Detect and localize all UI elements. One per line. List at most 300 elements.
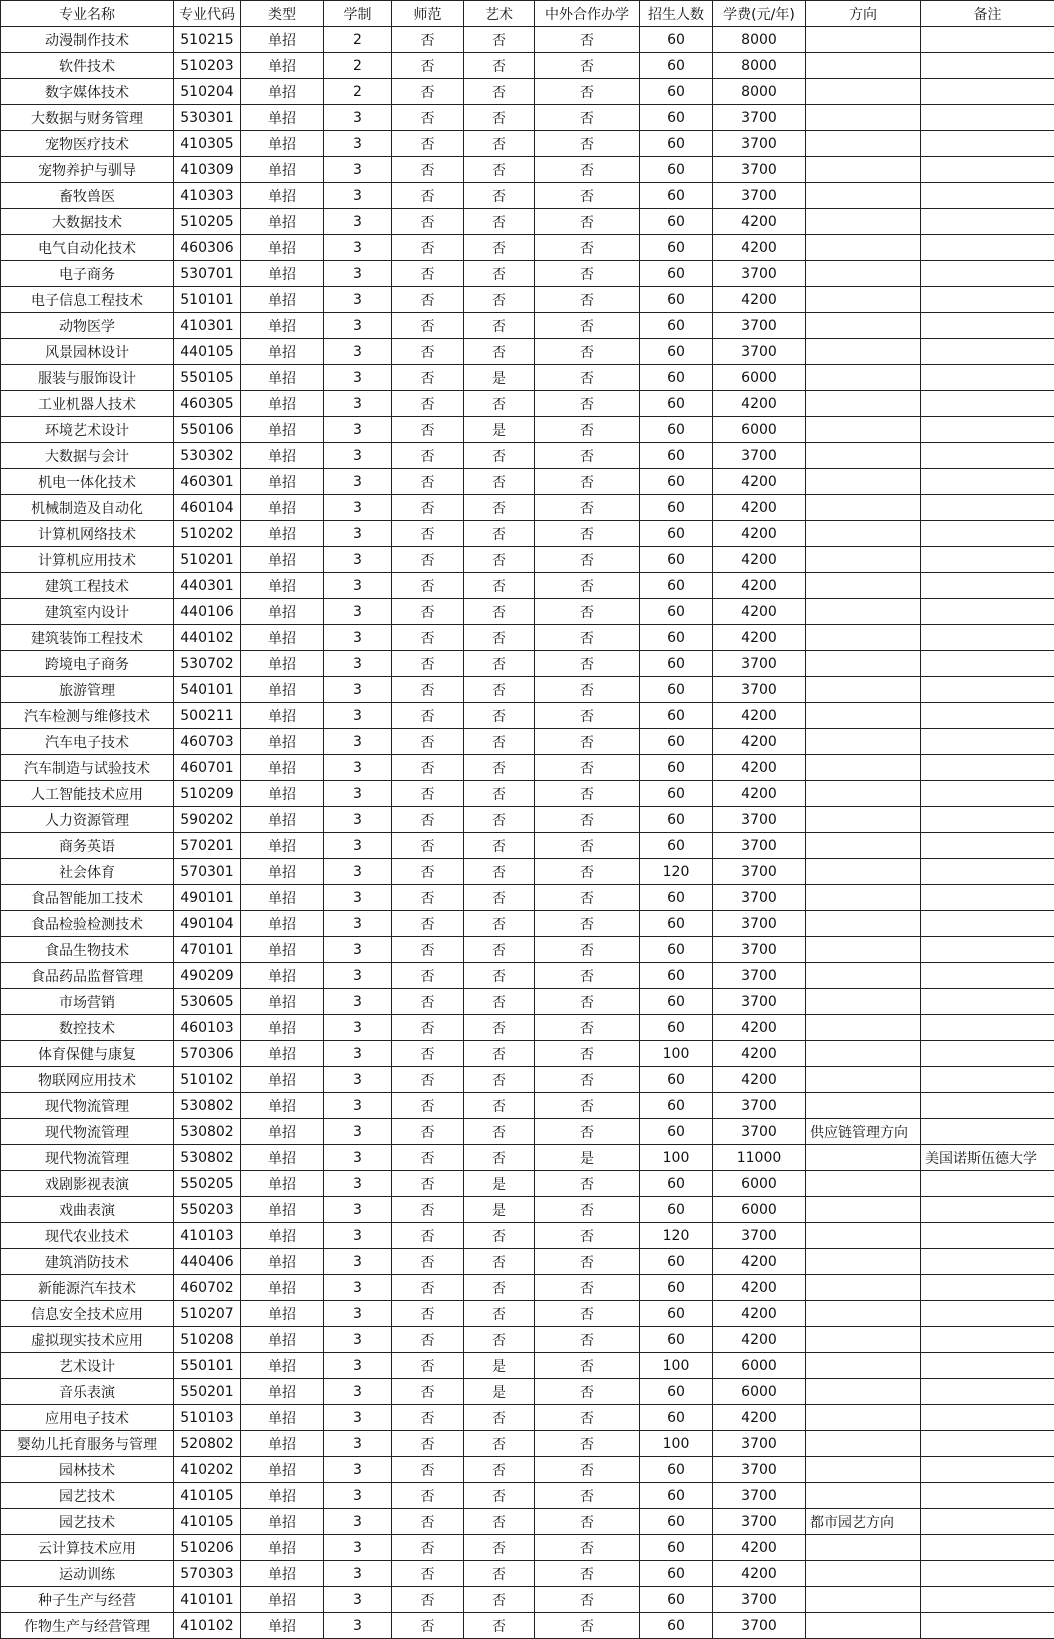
major-code-cell: 460104 xyxy=(174,495,241,521)
major-code-cell: 520802 xyxy=(174,1431,241,1457)
direction-cell xyxy=(806,911,921,937)
header-cell: 方向 xyxy=(806,1,921,27)
tuition-cell: 3700 xyxy=(713,1613,806,1639)
direction-cell xyxy=(806,1327,921,1353)
major-name-cell: 风景园林设计 xyxy=(1,339,174,365)
type-cell: 单招 xyxy=(241,677,324,703)
enrollment-cell: 60 xyxy=(640,1093,713,1119)
tuition-cell: 3700 xyxy=(713,833,806,859)
art-cell: 否 xyxy=(464,729,535,755)
major-name-cell: 汽车检测与维修技术 xyxy=(1,703,174,729)
tuition-cell: 4200 xyxy=(713,755,806,781)
table-row xyxy=(1,781,1054,807)
type-cell: 单招 xyxy=(241,1483,324,1509)
major-name-cell: 动漫制作技术 xyxy=(1,27,174,53)
remark-cell xyxy=(921,1067,1054,1093)
duration-cell: 3 xyxy=(324,1535,392,1561)
table-row xyxy=(1,417,1054,443)
major-code-cell: 510201 xyxy=(174,547,241,573)
major-code-cell: 440301 xyxy=(174,573,241,599)
direction-cell xyxy=(806,651,921,677)
tuition-cell: 11000 xyxy=(713,1145,806,1171)
enrollment-cell: 60 xyxy=(640,547,713,573)
major-name-cell: 运动训练 xyxy=(1,1561,174,1587)
remark-cell xyxy=(921,1015,1054,1041)
tuition-cell: 4200 xyxy=(713,547,806,573)
table-row xyxy=(1,1509,1054,1535)
tuition-cell: 4200 xyxy=(713,1535,806,1561)
type-cell: 单招 xyxy=(241,27,324,53)
sino-foreign-cell: 否 xyxy=(535,287,640,313)
major-code-cell: 410101 xyxy=(174,1587,241,1613)
major-name-cell: 动物医学 xyxy=(1,313,174,339)
major-name-cell: 应用电子技术 xyxy=(1,1405,174,1431)
table-row xyxy=(1,1379,1054,1405)
table-row xyxy=(1,1431,1054,1457)
duration-cell: 3 xyxy=(324,963,392,989)
sino-foreign-cell: 否 xyxy=(535,1197,640,1223)
sino-foreign-cell: 否 xyxy=(535,339,640,365)
table-row xyxy=(1,235,1054,261)
tuition-cell: 3700 xyxy=(713,183,806,209)
direction-cell xyxy=(806,1145,921,1171)
enrollment-cell: 60 xyxy=(640,131,713,157)
direction-cell xyxy=(806,547,921,573)
table-row xyxy=(1,79,1054,105)
normal-school-cell: 否 xyxy=(392,677,464,703)
direction-cell xyxy=(806,755,921,781)
major-name-cell: 现代物流管理 xyxy=(1,1093,174,1119)
remark-cell xyxy=(921,1119,1054,1145)
normal-school-cell: 否 xyxy=(392,1275,464,1301)
major-name-cell: 建筑室内设计 xyxy=(1,599,174,625)
major-name-cell: 物联网应用技术 xyxy=(1,1067,174,1093)
enrollment-cell: 60 xyxy=(640,495,713,521)
remark-cell xyxy=(921,963,1054,989)
duration-cell: 3 xyxy=(324,1197,392,1223)
type-cell: 单招 xyxy=(241,807,324,833)
major-code-cell: 460103 xyxy=(174,1015,241,1041)
enrollment-cell: 60 xyxy=(640,1509,713,1535)
major-name-cell: 数控技术 xyxy=(1,1015,174,1041)
direction-cell xyxy=(806,131,921,157)
remark-cell xyxy=(921,703,1054,729)
table-row xyxy=(1,807,1054,833)
remark-cell xyxy=(921,53,1054,79)
remark-cell xyxy=(921,573,1054,599)
major-code-cell: 510103 xyxy=(174,1405,241,1431)
normal-school-cell: 否 xyxy=(392,1223,464,1249)
art-cell: 否 xyxy=(464,443,535,469)
type-cell: 单招 xyxy=(241,1301,324,1327)
direction-cell xyxy=(806,625,921,651)
remark-cell xyxy=(921,599,1054,625)
duration-cell: 3 xyxy=(324,521,392,547)
duration-cell: 3 xyxy=(324,1457,392,1483)
remark-cell xyxy=(921,1405,1054,1431)
major-code-cell: 490104 xyxy=(174,911,241,937)
tuition-cell: 3700 xyxy=(713,885,806,911)
sino-foreign-cell: 否 xyxy=(535,1405,640,1431)
duration-cell: 3 xyxy=(324,1301,392,1327)
duration-cell: 3 xyxy=(324,1613,392,1639)
sino-foreign-cell: 否 xyxy=(535,443,640,469)
enrollment-cell: 60 xyxy=(640,1379,713,1405)
tuition-cell: 4200 xyxy=(713,1067,806,1093)
tuition-cell: 8000 xyxy=(713,27,806,53)
tuition-cell: 3700 xyxy=(713,1509,806,1535)
duration-cell: 3 xyxy=(324,911,392,937)
major-code-cell: 510204 xyxy=(174,79,241,105)
remark-cell xyxy=(921,1353,1054,1379)
normal-school-cell: 否 xyxy=(392,1535,464,1561)
duration-cell: 3 xyxy=(324,209,392,235)
duration-cell: 3 xyxy=(324,1405,392,1431)
normal-school-cell: 否 xyxy=(392,989,464,1015)
major-code-cell: 530802 xyxy=(174,1119,241,1145)
sino-foreign-cell: 否 xyxy=(535,313,640,339)
remark-cell xyxy=(921,287,1054,313)
duration-cell: 3 xyxy=(324,885,392,911)
remark-cell xyxy=(921,677,1054,703)
major-name-cell: 种子生产与经营 xyxy=(1,1587,174,1613)
enrollment-cell: 120 xyxy=(640,859,713,885)
remark-cell xyxy=(921,1327,1054,1353)
normal-school-cell: 否 xyxy=(392,365,464,391)
major-name-cell: 园艺技术 xyxy=(1,1509,174,1535)
tuition-cell: 4200 xyxy=(713,469,806,495)
duration-cell: 3 xyxy=(324,469,392,495)
enrollment-cell: 60 xyxy=(640,807,713,833)
table-row xyxy=(1,625,1054,651)
table-row xyxy=(1,1535,1054,1561)
art-cell: 否 xyxy=(464,1613,535,1639)
tuition-cell: 6000 xyxy=(713,1197,806,1223)
remark-cell xyxy=(921,1249,1054,1275)
enrollment-cell: 60 xyxy=(640,755,713,781)
table-body xyxy=(1,27,1054,1639)
art-cell: 否 xyxy=(464,1327,535,1353)
art-cell: 是 xyxy=(464,1171,535,1197)
type-cell: 单招 xyxy=(241,131,324,157)
direction-cell xyxy=(806,599,921,625)
art-cell: 否 xyxy=(464,651,535,677)
remark-cell xyxy=(921,833,1054,859)
tuition-cell: 4200 xyxy=(713,781,806,807)
remark-cell: 美国诺斯伍德大学 xyxy=(921,1145,1054,1171)
direction-cell xyxy=(806,261,921,287)
major-name-cell: 服装与服饰设计 xyxy=(1,365,174,391)
normal-school-cell: 否 xyxy=(392,937,464,963)
major-code-cell: 510215 xyxy=(174,27,241,53)
duration-cell: 2 xyxy=(324,53,392,79)
normal-school-cell: 否 xyxy=(392,27,464,53)
type-cell: 单招 xyxy=(241,911,324,937)
major-name-cell: 园林技术 xyxy=(1,1457,174,1483)
major-code-cell: 410301 xyxy=(174,313,241,339)
direction-cell xyxy=(806,313,921,339)
sino-foreign-cell: 否 xyxy=(535,781,640,807)
art-cell: 否 xyxy=(464,1119,535,1145)
direction-cell xyxy=(806,937,921,963)
tuition-cell: 4200 xyxy=(713,495,806,521)
duration-cell: 3 xyxy=(324,417,392,443)
enrollment-cell: 60 xyxy=(640,729,713,755)
enrollment-cell: 60 xyxy=(640,235,713,261)
remark-cell xyxy=(921,261,1054,287)
tuition-cell: 6000 xyxy=(713,1379,806,1405)
duration-cell: 3 xyxy=(324,1327,392,1353)
direction-cell xyxy=(806,53,921,79)
normal-school-cell: 否 xyxy=(392,885,464,911)
direction-cell xyxy=(806,1613,921,1639)
normal-school-cell: 否 xyxy=(392,1119,464,1145)
direction-cell xyxy=(806,1093,921,1119)
duration-cell: 3 xyxy=(324,859,392,885)
major-name-cell: 建筑消防技术 xyxy=(1,1249,174,1275)
art-cell: 否 xyxy=(464,495,535,521)
major-code-cell: 590202 xyxy=(174,807,241,833)
normal-school-cell: 否 xyxy=(392,1249,464,1275)
major-code-cell: 540101 xyxy=(174,677,241,703)
tuition-cell: 4200 xyxy=(713,1327,806,1353)
enrollment-cell: 60 xyxy=(640,703,713,729)
duration-cell: 3 xyxy=(324,1119,392,1145)
direction-cell xyxy=(806,235,921,261)
major-code-cell: 510206 xyxy=(174,1535,241,1561)
enrollment-cell: 60 xyxy=(640,1171,713,1197)
major-name-cell: 机械制造及自动化 xyxy=(1,495,174,521)
normal-school-cell: 否 xyxy=(392,443,464,469)
sino-foreign-cell: 否 xyxy=(535,937,640,963)
sino-foreign-cell: 是 xyxy=(535,1145,640,1171)
sino-foreign-cell: 否 xyxy=(535,1301,640,1327)
normal-school-cell: 否 xyxy=(392,157,464,183)
remark-cell xyxy=(921,1041,1054,1067)
direction-cell xyxy=(806,417,921,443)
major-code-cell: 410305 xyxy=(174,131,241,157)
duration-cell: 3 xyxy=(324,339,392,365)
remark-cell xyxy=(921,157,1054,183)
major-code-cell: 530802 xyxy=(174,1093,241,1119)
sino-foreign-cell: 否 xyxy=(535,1509,640,1535)
remark-cell xyxy=(921,469,1054,495)
sino-foreign-cell: 否 xyxy=(535,469,640,495)
art-cell: 否 xyxy=(464,1457,535,1483)
duration-cell: 3 xyxy=(324,573,392,599)
enrollment-cell: 60 xyxy=(640,573,713,599)
major-name-cell: 计算机应用技术 xyxy=(1,547,174,573)
remark-cell xyxy=(921,391,1054,417)
remark-cell xyxy=(921,235,1054,261)
normal-school-cell: 否 xyxy=(392,1561,464,1587)
table-row xyxy=(1,651,1054,677)
normal-school-cell: 否 xyxy=(392,209,464,235)
tuition-cell: 3700 xyxy=(713,651,806,677)
remark-cell xyxy=(921,1483,1054,1509)
table-row xyxy=(1,157,1054,183)
art-cell: 否 xyxy=(464,105,535,131)
duration-cell: 3 xyxy=(324,1041,392,1067)
remark-cell xyxy=(921,781,1054,807)
sino-foreign-cell: 否 xyxy=(535,27,640,53)
direction-cell xyxy=(806,1197,921,1223)
normal-school-cell: 否 xyxy=(392,963,464,989)
enrollment-cell: 60 xyxy=(640,677,713,703)
table-row xyxy=(1,1067,1054,1093)
major-name-cell: 宠物养护与驯导 xyxy=(1,157,174,183)
table-row xyxy=(1,1223,1054,1249)
duration-cell: 3 xyxy=(324,443,392,469)
duration-cell: 2 xyxy=(324,79,392,105)
direction-cell xyxy=(806,1249,921,1275)
enrollment-cell: 60 xyxy=(640,989,713,1015)
art-cell: 否 xyxy=(464,599,535,625)
direction-cell xyxy=(806,521,921,547)
sino-foreign-cell: 否 xyxy=(535,235,640,261)
remark-cell xyxy=(921,1223,1054,1249)
normal-school-cell: 否 xyxy=(392,417,464,443)
enrollment-cell: 60 xyxy=(640,599,713,625)
duration-cell: 3 xyxy=(324,1223,392,1249)
art-cell: 否 xyxy=(464,79,535,105)
tuition-cell: 4200 xyxy=(713,1405,806,1431)
major-name-cell: 电子商务 xyxy=(1,261,174,287)
sino-foreign-cell: 否 xyxy=(535,417,640,443)
art-cell: 否 xyxy=(464,625,535,651)
normal-school-cell: 否 xyxy=(392,495,464,521)
art-cell: 否 xyxy=(464,911,535,937)
type-cell: 单招 xyxy=(241,1145,324,1171)
duration-cell: 3 xyxy=(324,1561,392,1587)
tuition-cell: 4200 xyxy=(713,521,806,547)
sino-foreign-cell: 否 xyxy=(535,365,640,391)
enrollment-cell: 60 xyxy=(640,833,713,859)
sino-foreign-cell: 否 xyxy=(535,573,640,599)
header-cell: 艺术 xyxy=(464,1,535,27)
direction-cell xyxy=(806,1535,921,1561)
major-name-cell: 园艺技术 xyxy=(1,1483,174,1509)
duration-cell: 3 xyxy=(324,1353,392,1379)
major-code-cell: 570306 xyxy=(174,1041,241,1067)
type-cell: 单招 xyxy=(241,1223,324,1249)
tuition-cell: 3700 xyxy=(713,443,806,469)
major-code-cell: 510207 xyxy=(174,1301,241,1327)
enrollment-cell: 60 xyxy=(640,1197,713,1223)
table-row xyxy=(1,1353,1054,1379)
major-name-cell: 虚拟现实技术应用 xyxy=(1,1327,174,1353)
table-row xyxy=(1,1587,1054,1613)
direction-cell xyxy=(806,469,921,495)
major-name-cell: 工业机器人技术 xyxy=(1,391,174,417)
major-name-cell: 食品药品监督管理 xyxy=(1,963,174,989)
table-row xyxy=(1,1197,1054,1223)
remark-cell xyxy=(921,1431,1054,1457)
remark-cell xyxy=(921,651,1054,677)
major-name-cell: 婴幼儿托育服务与管理 xyxy=(1,1431,174,1457)
duration-cell: 3 xyxy=(324,495,392,521)
normal-school-cell: 否 xyxy=(392,1145,464,1171)
enrollment-cell: 60 xyxy=(640,313,713,339)
type-cell: 单招 xyxy=(241,391,324,417)
enrollment-cell: 60 xyxy=(640,781,713,807)
tuition-cell: 3700 xyxy=(713,807,806,833)
tuition-cell: 4200 xyxy=(713,1561,806,1587)
major-code-cell: 550203 xyxy=(174,1197,241,1223)
normal-school-cell: 否 xyxy=(392,755,464,781)
major-code-cell: 470101 xyxy=(174,937,241,963)
direction-cell xyxy=(806,1353,921,1379)
tuition-cell: 3700 xyxy=(713,1119,806,1145)
enrollment-cell: 60 xyxy=(640,417,713,443)
art-cell: 否 xyxy=(464,209,535,235)
tuition-cell: 6000 xyxy=(713,365,806,391)
duration-cell: 3 xyxy=(324,677,392,703)
header-row xyxy=(1,1,1054,27)
major-name-cell: 大数据技术 xyxy=(1,209,174,235)
normal-school-cell: 否 xyxy=(392,599,464,625)
major-code-cell: 440406 xyxy=(174,1249,241,1275)
art-cell: 否 xyxy=(464,1067,535,1093)
type-cell: 单招 xyxy=(241,1561,324,1587)
remark-cell xyxy=(921,365,1054,391)
enrollment-cell: 100 xyxy=(640,1145,713,1171)
art-cell: 否 xyxy=(464,937,535,963)
direction-cell xyxy=(806,287,921,313)
major-code-cell: 530302 xyxy=(174,443,241,469)
tuition-cell: 4200 xyxy=(713,1015,806,1041)
direction-cell xyxy=(806,209,921,235)
art-cell: 否 xyxy=(464,1561,535,1587)
major-name-cell: 现代物流管理 xyxy=(1,1145,174,1171)
art-cell: 否 xyxy=(464,469,535,495)
art-cell: 否 xyxy=(464,1483,535,1509)
header-cell: 中外合作办学 xyxy=(535,1,640,27)
duration-cell: 3 xyxy=(324,1587,392,1613)
remark-cell xyxy=(921,1197,1054,1223)
type-cell: 单招 xyxy=(241,1509,324,1535)
enrollment-cell: 60 xyxy=(640,443,713,469)
tuition-cell: 4200 xyxy=(713,209,806,235)
tuition-cell: 3700 xyxy=(713,937,806,963)
direction-cell: 都市园艺方向 xyxy=(806,1509,921,1535)
tuition-cell: 3700 xyxy=(713,859,806,885)
major-code-cell: 460306 xyxy=(174,235,241,261)
art-cell: 否 xyxy=(464,1509,535,1535)
major-name-cell: 汽车电子技术 xyxy=(1,729,174,755)
table-row xyxy=(1,1405,1054,1431)
sino-foreign-cell: 否 xyxy=(535,209,640,235)
enrollment-cell: 100 xyxy=(640,1431,713,1457)
major-code-cell: 530301 xyxy=(174,105,241,131)
table-row xyxy=(1,547,1054,573)
normal-school-cell: 否 xyxy=(392,1509,464,1535)
major-code-cell: 410105 xyxy=(174,1509,241,1535)
art-cell: 否 xyxy=(464,1015,535,1041)
duration-cell: 3 xyxy=(324,157,392,183)
table-row xyxy=(1,1275,1054,1301)
major-name-cell: 畜牧兽医 xyxy=(1,183,174,209)
duration-cell: 3 xyxy=(324,1067,392,1093)
header-cell: 招生人数 xyxy=(640,1,713,27)
sino-foreign-cell: 否 xyxy=(535,625,640,651)
art-cell: 否 xyxy=(464,755,535,781)
major-name-cell: 旅游管理 xyxy=(1,677,174,703)
sino-foreign-cell: 否 xyxy=(535,963,640,989)
tuition-cell: 3700 xyxy=(713,131,806,157)
enrollment-cell: 60 xyxy=(640,339,713,365)
art-cell: 否 xyxy=(464,807,535,833)
